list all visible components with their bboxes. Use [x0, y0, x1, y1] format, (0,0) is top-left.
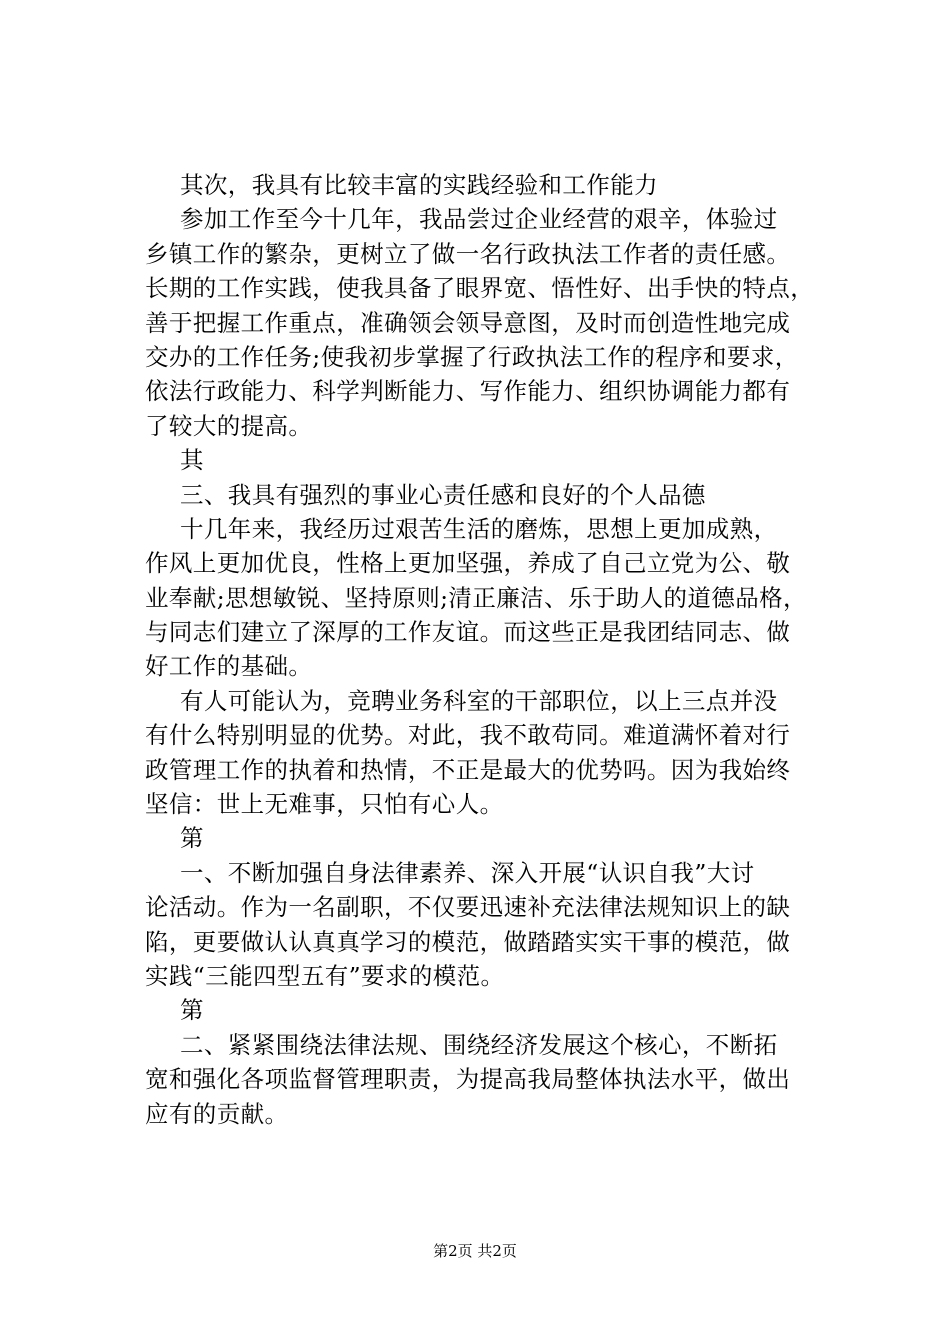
text-line: 业奉献;思想敏锐、坚持原则;清正廉洁、乐于助人的道德品格，: [145, 583, 807, 612]
text-line: 第: [180, 824, 204, 853]
text-line: 有什么特别明显的优势。对此，我不敢苟同。难道满怀着对行: [145, 721, 791, 750]
page-footer: 第2页 共2页: [433, 1242, 517, 1260]
text-line: 作风上更加优良，性格上更加坚强，养成了自己立党为公、敬: [145, 549, 791, 578]
document-body: [145, 168, 835, 1131]
text-line: 应有的贡献。: [145, 1099, 289, 1128]
text-line: 第: [180, 996, 204, 1025]
text-line: 一、不断加强自身法律素养、深入开展“认识自我”大讨: [180, 858, 755, 887]
text-line: 政管理工作的执着和热情，不正是最大的优势吗。因为我始终: [145, 755, 791, 784]
text-line: 陷，更要做认认真真学习的模范，做踏踏实实干事的模范，做: [145, 927, 791, 956]
text-line: 论活动。作为一名副职，不仅要迅速补充法律法规知识上的缺: [145, 893, 791, 922]
text-line: 其: [180, 446, 204, 475]
text-line: 实践“三能四型五有”要求的模范。: [145, 961, 505, 990]
text-line: 好工作的基础。: [145, 652, 313, 681]
text-line: 与同志们建立了深厚的工作友谊。而这些正是我团结同志、做: [145, 618, 791, 647]
text-line: 宽和强化各项监督管理职责，为提高我局整体执法水平，做出: [145, 1065, 791, 1094]
text-line: 二、紧紧围绕法律法规、围绕经济发展这个核心，不断拓: [180, 1030, 778, 1059]
text-line: 依法行政能力、科学判断能力、写作能力、组织协调能力都有: [145, 377, 791, 406]
text-line: 长期的工作实践，使我具备了眼界宽、悟性好、出手快的特点，: [145, 274, 815, 303]
text-line: 了较大的提高。: [145, 411, 313, 440]
text-line: 其次，我具有比较丰富的实践经验和工作能力: [180, 171, 658, 199]
text-line: 坚信：世上无难事，只怕有心人。: [145, 790, 504, 819]
text-line: 参加工作至今十几年，我品尝过企业经营的艰辛，体验过: [180, 205, 778, 234]
text-line: 三、我具有强烈的事业心责任感和良好的个人品德: [180, 480, 706, 509]
text-line: 交办的工作任务;使我初步掌握了行政执法工作的程序和要求，: [145, 342, 799, 371]
text-line: 有人可能认为，竞聘业务科室的干部职位，以上三点并没: [180, 686, 778, 715]
text-line: 乡镇工作的繁杂，更树立了做一名行政执法工作者的责任感。: [145, 239, 791, 268]
text-line: 善于把握工作重点，准确领会领导意图，及时而创造性地完成: [145, 308, 791, 337]
text-line: 十几年来，我经历过艰苦生活的磨炼，思想上更加成熟，: [180, 514, 778, 543]
